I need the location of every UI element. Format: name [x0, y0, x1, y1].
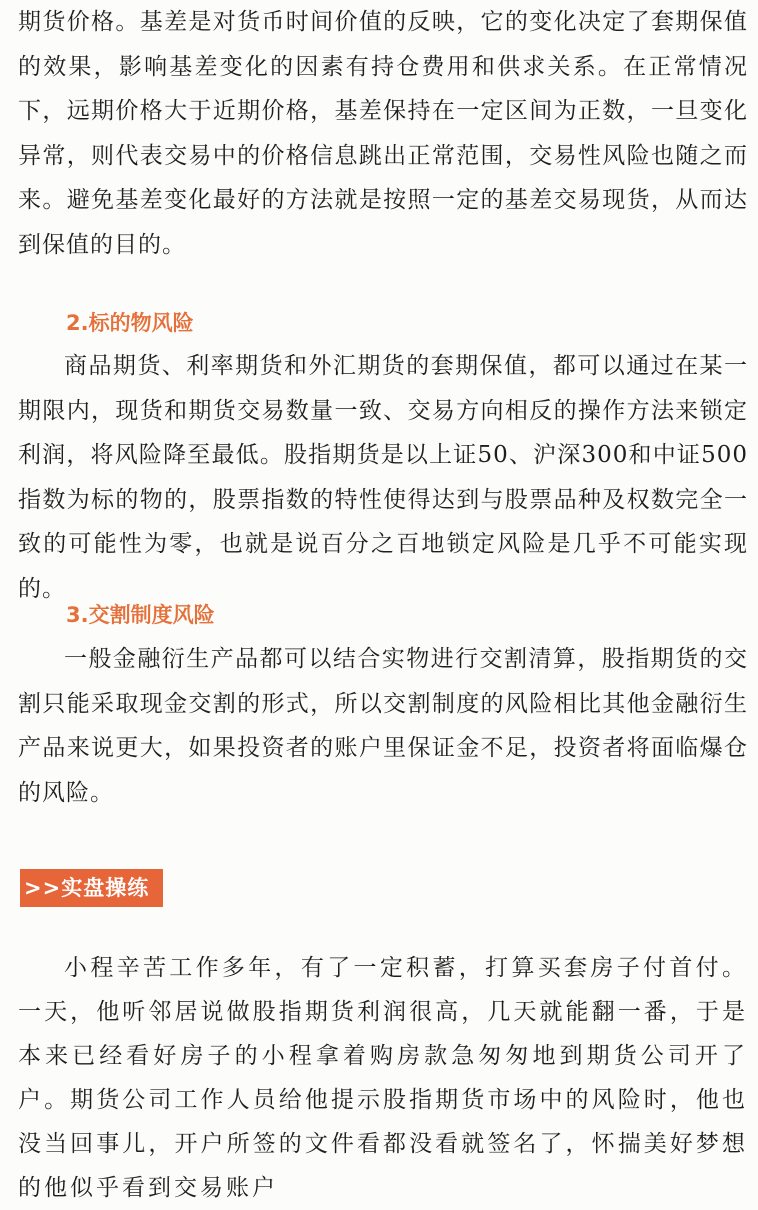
section-3-body: 一般金融衍生产品都可以结合实物进行交割清算，股指期货的交割只能采取现金交割的形式，所以交割制度的风险相比其他金融衍生产品来说更大，如果投资者的账户里保证金不足，投资者将面临爆仓的风险。 [18, 646, 748, 806]
intro-paragraph: 期货价格。基差是对货币时间价值的反映，它的变化决定了套期保值的效果，影响基差变化的因素有持仓费用和供求关系。在正常情况下，远期价格大于近期价格，基差保持在一定区间为正数，一旦变化异常，则代表交易中的价格信息跳出正常范围，交易性风险也随之而来。避免基差变化最好的方法就是按照一定的基差交易现货，从而达到保值的目的。 [18, 9, 748, 258]
section-2-body: 商品期货、利率期货和外汇期货的套期保值，都可以通过在某一期限内，现货和期货交易数量一致、交易方向相反的操作方法来锁定利润，将风险降至最低。股指期货是以上证50、沪深300和中证500指数为标的物的，股票指数的特性使得达到与股票品种及权数完全一致的可能性为零，也就是说百分之百地锁定风险是几乎不可能实现的。 [18, 353, 748, 602]
practice-story: 小程辛苦工作多年，有了一定积蓄，打算买套房子付首付。一天，他听邻居说做股指期货利润很高，几天就能翻一番，于是本来已经看好房子的小程拿着购房款急匆匆地到期货公司开了户。期货公司工作人员给他提示股指期货市场中的风险时，他也没当回事儿，开户所签的文件看都没看就签名了，怀揣美好梦想的他似乎看到交易账户 [18, 955, 748, 1201]
practice-banner: >>实盘操练 [20, 869, 163, 907]
section-2-heading: 2.标的物风险 [66, 311, 194, 335]
section-3-heading: 3.交割制度风险 [66, 603, 215, 627]
